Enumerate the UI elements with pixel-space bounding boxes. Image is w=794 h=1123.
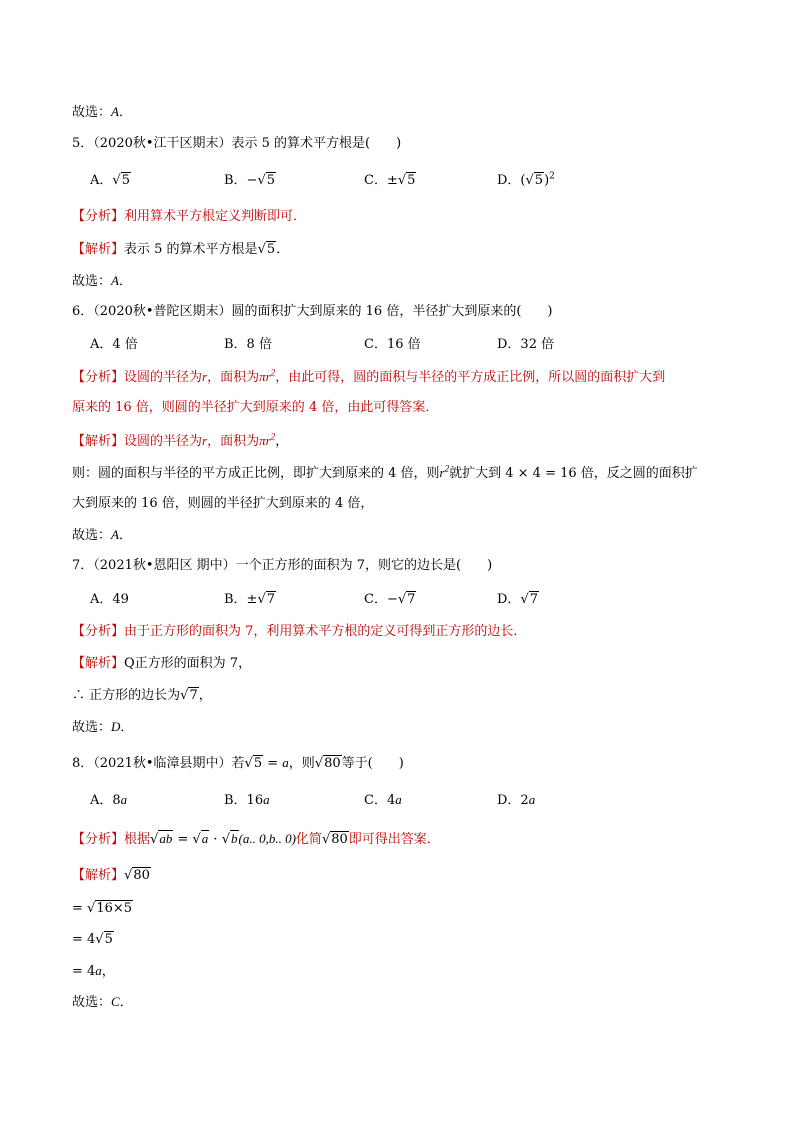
q6-stem: 6．（2020秋•普陀区期末）圆的面积扩大到原来的 16 倍，半径扩大到原来的( )	[72, 304, 553, 319]
q6-solution-line1: 【解析】设圆的半径为r，面积为$\pi r^2$，	[72, 431, 289, 449]
q7-solution-line1: 【解析】Q正方形的面积为 7，	[72, 656, 252, 671]
q7-solution-line2: ∴ 正方形的边长为√7，	[72, 688, 212, 703]
q8-analysis: 【分析】根据√ab = √a · √b(a.. 0,b.. 0)化简√80即可得出答案．	[72, 831, 440, 847]
q6-answer: 故选：A．	[72, 527, 132, 543]
q7-stem: 7．（2021秋•恩阳区 期中）一个正方形的面积为 7，则它的边长是( )	[72, 558, 493, 573]
q5-option-d: D．$(√5)^2$	[497, 171, 555, 188]
q8-stem: 8．（2021秋•临漳县期中）若√5 = a，则√80等于( )	[72, 755, 404, 771]
q7-option-b: B．±√7	[224, 592, 276, 607]
q7-option-a: A．49	[90, 592, 129, 607]
q6-analysis-line1: 【分析】设圆的半径为r，面积为$\pi r^2$，由此可得，圆的面积与半径的平方成正比例，所以圆的面积扩大到	[72, 367, 666, 385]
q8-solution-line3: = 4√5	[72, 932, 113, 947]
q8-option-d: D．2a	[497, 792, 536, 808]
q5-solution: 【解析】表示 5 的算术平方根是√5．	[72, 242, 290, 257]
q5-stem: 5．（2020秋•江干区期末）表示 5 的算术平方根是( )	[72, 136, 402, 151]
q7-option-d: D．√7	[497, 592, 539, 607]
q5-option-a: A．√5	[90, 173, 130, 188]
q8-solution-line2: = √16×5	[72, 901, 133, 916]
q8-solution-line1: 【解析】√80	[72, 868, 150, 883]
q6-solution-line2: 则：圆的面积与半径的平方成正比例，即扩大到原来的 4 倍，则$r^2$就扩大到 4 × 4 = 16 倍，反之圆的面积扩	[72, 463, 698, 481]
q6-option-b: B．8 倍	[224, 337, 272, 352]
q7-answer: 故选：D．	[72, 719, 134, 735]
q6-option-c: C．16 倍	[364, 337, 421, 352]
q7-option-c: C．−√7	[364, 592, 416, 607]
q5-answer: 故选：A．	[72, 273, 132, 289]
q6-solution-line3: 大到原来的 16 倍，则圆的半径扩大到原来的 4 倍，	[72, 496, 374, 511]
q5-option-c: C．±√5	[364, 173, 416, 188]
q8-option-b: B．16a	[224, 792, 270, 808]
q6-analysis-line2: 原来的 16 倍，则圆的半径扩大到原来的 4 倍，由此可得答案．	[72, 400, 439, 415]
q8-solution-line4: = 4a，	[72, 963, 115, 979]
q5-option-b: B．−√5	[224, 173, 276, 188]
q8-option-c: C．4a	[364, 792, 402, 808]
q6-option-d: D．32 倍	[497, 337, 555, 352]
q5-analysis: 【分析】利用算术平方根定义判断即可．	[72, 209, 307, 224]
q6-option-a: A．4 倍	[90, 337, 138, 352]
q4-answer: 故选：A．	[72, 104, 132, 120]
q8-answer: 故选：C．	[72, 994, 133, 1010]
q7-analysis: 【分析】由于正方形的面积为 7，利用算术平方根的定义可得到正方形的边长．	[72, 624, 527, 639]
q8-option-a: A．8a	[90, 792, 128, 808]
